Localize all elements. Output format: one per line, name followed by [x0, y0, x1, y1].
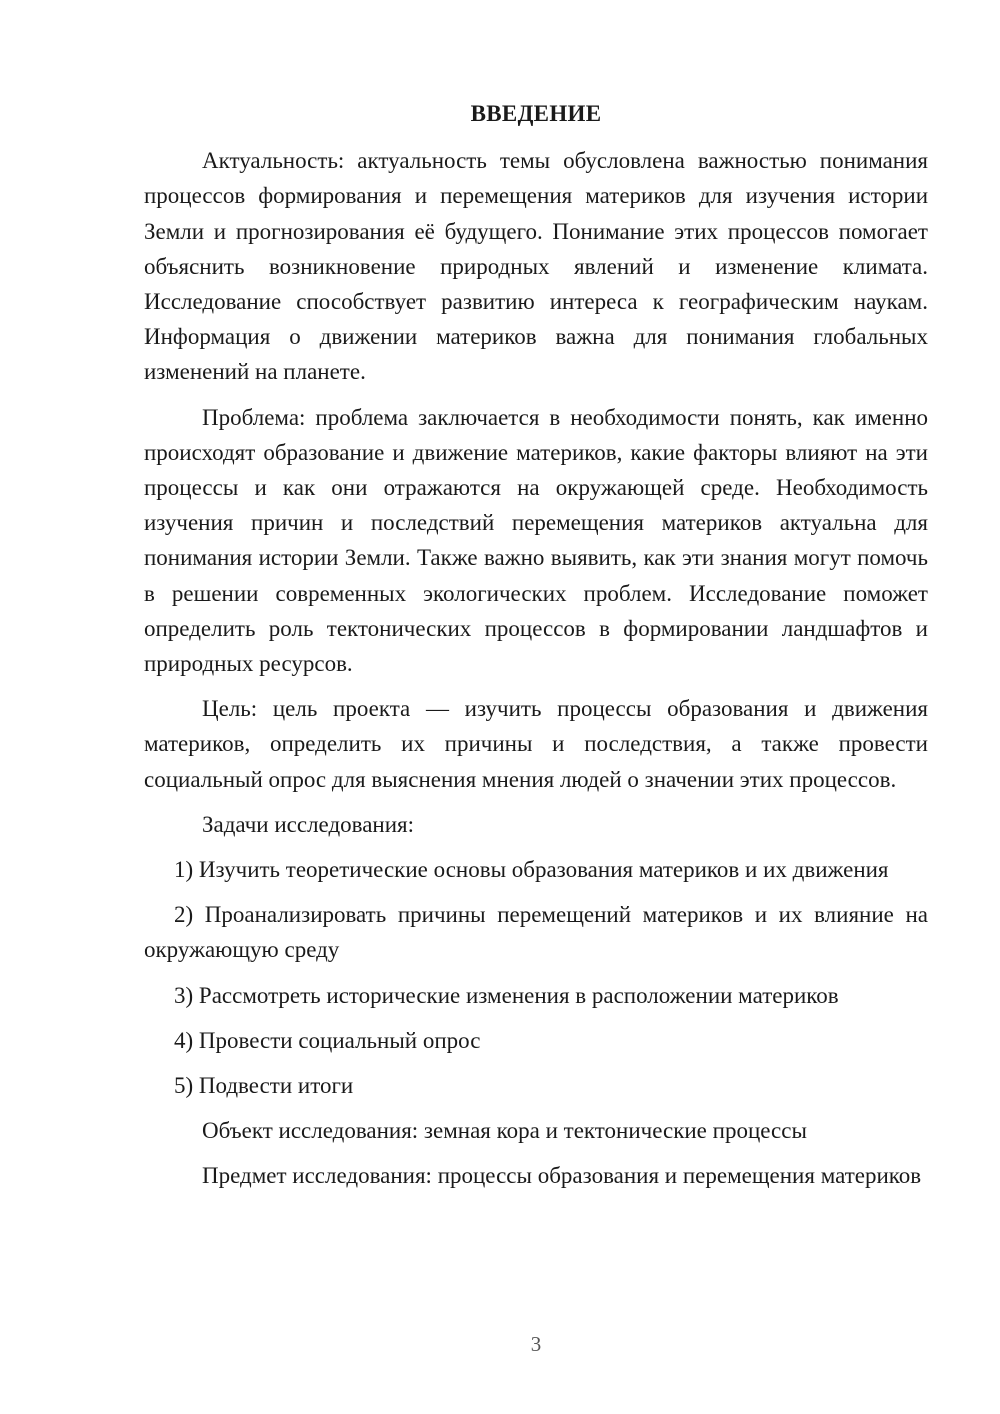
task-item: 2) Проанализировать причины перемещений материков и их влияние на окружающую среду: [144, 902, 928, 963]
relevance-paragraph: Актуальность: актуальность темы обусловлена важностью понимания процессов формирования и перемещения материков для изучения истории Земли и прогнозирования её будущего. Понимание этих процессов помогает объяснить возникновение природных явлений и изменение климата. Исследование способствует развитию интереса к географическим наукам. Информация о движении материков важна для понимания глобальных изменений на планете.: [144, 148, 928, 385]
object-paragraph: Объект исследования: земная кора и тектонические процессы: [202, 1118, 807, 1144]
page-number: 3: [530, 1332, 542, 1356]
subject-paragraph: Предмет исследования: процессы образования и перемещения материков: [202, 1163, 922, 1189]
goal-paragraph: Цель: цель проекта — изучить процессы образования и движения материков, определить их причины и последствия, а также провести социальный опрос для выяснения мнения людей о значении этих процессов.: [144, 696, 928, 792]
task-item: 4) Провести социальный опрос: [174, 1027, 481, 1053]
tasks-intro: Задачи исследования:: [202, 811, 415, 837]
task-item: 3) Рассмотреть исторические изменения в расположении материков: [174, 982, 839, 1008]
problem-paragraph: Проблема: проблема заключается в необходимости понять, как именно происходят образование и движение материков, какие факторы влияют на эти процессы и как они отражаются на окружающей среде. Необходимость изучения причин и последствий перемещения материков актуальна для понимания истории Земли. Также важно выявить, как эти знания могут помочь в решении современных экологических проблем. Исследование поможет определить роль тектонических процессов в формировании ландшафтов и природных ресурсов.: [144, 404, 928, 677]
section-heading: ВВЕДЕНИЕ: [470, 101, 602, 126]
task-item: 5) Подвести итоги: [174, 1073, 354, 1099]
page-content: [144, 96, 928, 1204]
task-item: 1) Изучить теоретические основы образования материков и их движения: [174, 857, 889, 883]
